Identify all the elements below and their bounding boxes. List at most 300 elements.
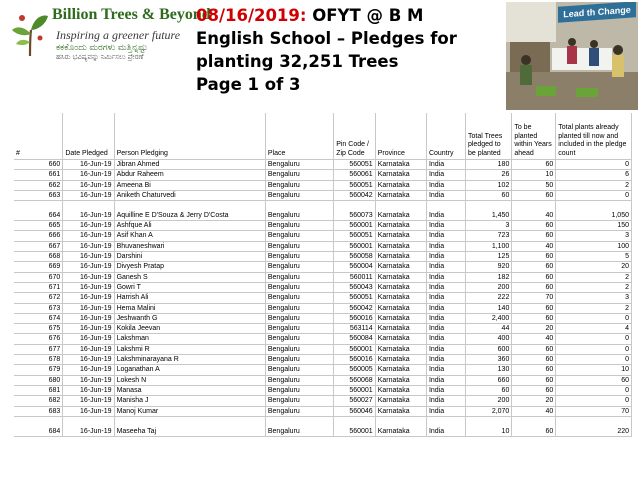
table-row xyxy=(14,170,632,180)
cell-person: Lakshmi R xyxy=(114,344,265,354)
cell-years: 60 xyxy=(512,231,556,241)
table-body xyxy=(14,160,632,437)
cell-country: India xyxy=(426,375,465,385)
cell-date: 16-Jun-19 xyxy=(63,170,114,180)
title-line-3: planting 32,251 Trees xyxy=(196,52,399,71)
cell-pin: 560058 xyxy=(334,252,375,262)
cell-country: India xyxy=(426,303,465,313)
cell-planted: 0 xyxy=(556,190,632,200)
event-date: 08/16/2019: xyxy=(196,6,307,25)
cell-planted: 60 xyxy=(556,375,632,385)
cell-place: Bengaluru xyxy=(265,396,333,406)
cell-total: 26 xyxy=(465,170,511,180)
cell-date: 16-Jun-19 xyxy=(63,252,114,262)
cell-total: 60 xyxy=(465,385,511,395)
table-header-row xyxy=(14,113,632,160)
cell-place: Bengaluru xyxy=(265,385,333,395)
cell-total: 200 xyxy=(465,396,511,406)
cell-index: 661 xyxy=(14,170,63,180)
cell-planted: 150 xyxy=(556,221,632,231)
cell-date: 16-Jun-19 xyxy=(63,221,114,231)
sapling-icon xyxy=(10,8,50,58)
brand-title: Billion Trees & Beyond xyxy=(52,6,211,23)
cell-total: 400 xyxy=(465,334,511,344)
table-row xyxy=(14,365,632,375)
cell-planted: 3 xyxy=(556,231,632,241)
cell-place: Bengaluru xyxy=(265,282,333,292)
cell-place: Bengaluru xyxy=(265,201,333,221)
cell-index: 681 xyxy=(14,385,63,395)
cell-province: Karnataka xyxy=(375,344,426,354)
cell-planted: 0 xyxy=(556,396,632,406)
cell-person: Jibran Ahmed xyxy=(114,160,265,170)
table-row xyxy=(14,221,632,231)
cell-pin: 560001 xyxy=(334,241,375,251)
cell-country: India xyxy=(426,160,465,170)
cell-person: Jeshwanth G xyxy=(114,313,265,323)
cell-province: Karnataka xyxy=(375,272,426,282)
cell-province: Karnataka xyxy=(375,160,426,170)
cell-country: India xyxy=(426,231,465,241)
cell-years: 50 xyxy=(512,180,556,190)
col-header-person: Person Pledging xyxy=(114,113,265,160)
table-row xyxy=(14,190,632,200)
cell-years: 60 xyxy=(512,355,556,365)
cell-total: 180 xyxy=(465,160,511,170)
cell-total: 2,400 xyxy=(465,313,511,323)
cell-country: India xyxy=(426,313,465,323)
cell-planted: 2 xyxy=(556,303,632,313)
cell-planted: 4 xyxy=(556,324,632,334)
cell-person: Asif Khan A xyxy=(114,231,265,241)
cell-place: Bengaluru xyxy=(265,241,333,251)
cell-place: Bengaluru xyxy=(265,303,333,313)
cell-pin: 560004 xyxy=(334,262,375,272)
cell-years: 60 xyxy=(512,252,556,262)
cell-total: 10 xyxy=(465,416,511,436)
col-header-date: Date Pledged xyxy=(63,113,114,160)
cell-pin: 560016 xyxy=(334,313,375,323)
cell-date: 16-Jun-19 xyxy=(63,160,114,170)
cell-planted: 6 xyxy=(556,170,632,180)
cell-person: Gowri T xyxy=(114,282,265,292)
cell-total: 660 xyxy=(465,375,511,385)
cell-index: 669 xyxy=(14,262,63,272)
cell-person: Lakshman xyxy=(114,334,265,344)
cell-planted: 220 xyxy=(556,416,632,436)
cell-province: Karnataka xyxy=(375,201,426,221)
cell-years: 40 xyxy=(512,334,556,344)
cell-years: 60 xyxy=(512,262,556,272)
cell-index: 678 xyxy=(14,355,63,365)
cell-province: Karnataka xyxy=(375,293,426,303)
cell-person: Ashfque Ali xyxy=(114,221,265,231)
table-row xyxy=(14,355,632,365)
cell-pin: 560001 xyxy=(334,221,375,231)
table-row xyxy=(14,160,632,170)
page-indicator: Page 1 of 3 xyxy=(196,75,301,94)
cell-date: 16-Jun-19 xyxy=(63,272,114,282)
cell-province: Karnataka xyxy=(375,241,426,251)
cell-person: Aquilline E D'Souza & Jerry D'Costa xyxy=(114,201,265,221)
cell-pin: 560011 xyxy=(334,272,375,282)
pledges-table xyxy=(14,113,632,437)
cell-years: 60 xyxy=(512,416,556,436)
cell-pin: 560005 xyxy=(334,365,375,375)
table-row xyxy=(14,303,632,313)
cell-country: India xyxy=(426,272,465,282)
col-header-index: # xyxy=(14,113,63,160)
cell-planted: 0 xyxy=(556,344,632,354)
cell-place: Bengaluru xyxy=(265,293,333,303)
cell-province: Karnataka xyxy=(375,324,426,334)
cell-pin: 560001 xyxy=(334,385,375,395)
cell-place: Bengaluru xyxy=(265,324,333,334)
cell-date: 16-Jun-19 xyxy=(63,416,114,436)
event-photo xyxy=(506,2,638,110)
cell-province: Karnataka xyxy=(375,313,426,323)
cell-province: Karnataka xyxy=(375,385,426,395)
cell-planted: 2 xyxy=(556,180,632,190)
cell-index: 684 xyxy=(14,416,63,436)
cell-person: Hema Malini xyxy=(114,303,265,313)
cell-date: 16-Jun-19 xyxy=(63,385,114,395)
cell-planted: 3 xyxy=(556,293,632,303)
cell-years: 60 xyxy=(512,272,556,282)
cell-province: Karnataka xyxy=(375,231,426,241)
cell-total: 3 xyxy=(465,221,511,231)
cell-country: India xyxy=(426,344,465,354)
cell-province: Karnataka xyxy=(375,406,426,416)
table-row xyxy=(14,406,632,416)
cell-total: 182 xyxy=(465,272,511,282)
cell-index: 676 xyxy=(14,334,63,344)
cell-index: 664 xyxy=(14,201,63,221)
cell-total: 222 xyxy=(465,293,511,303)
cell-place: Bengaluru xyxy=(265,334,333,344)
cell-planted: 2 xyxy=(556,282,632,292)
cell-date: 16-Jun-19 xyxy=(63,293,114,303)
cell-index: 667 xyxy=(14,241,63,251)
cell-date: 16-Jun-19 xyxy=(63,201,114,221)
col-header-total: Total Trees pledged to be planted xyxy=(465,113,511,160)
cell-years: 60 xyxy=(512,282,556,292)
cell-place: Bengaluru xyxy=(265,313,333,323)
cell-person: Ganesh S xyxy=(114,272,265,282)
cell-country: India xyxy=(426,396,465,406)
cell-place: Bengaluru xyxy=(265,365,333,375)
cell-years: 20 xyxy=(512,324,556,334)
photo-banner: Lead th Change xyxy=(558,2,636,23)
cell-planted: 1,050 xyxy=(556,201,632,221)
cell-place: Bengaluru xyxy=(265,355,333,365)
cell-date: 16-Jun-19 xyxy=(63,313,114,323)
cell-province: Karnataka xyxy=(375,252,426,262)
cell-index: 662 xyxy=(14,180,63,190)
cell-pin: 563114 xyxy=(334,324,375,334)
cell-index: 671 xyxy=(14,282,63,292)
cell-date: 16-Jun-19 xyxy=(63,180,114,190)
brand-tagline-kannada: ಕಕಕೊಂದು ಮರಗಳು ಮತ್ತಿನ್ನಷ್ಟು xyxy=(56,42,148,52)
col-header-planted: Total plants already planted till now and included in the pledge count xyxy=(556,113,632,160)
cell-pin: 560001 xyxy=(334,416,375,436)
cell-planted: 0 xyxy=(556,160,632,170)
cell-total: 600 xyxy=(465,344,511,354)
cell-country: India xyxy=(426,252,465,262)
cell-place: Bengaluru xyxy=(265,160,333,170)
cell-province: Karnataka xyxy=(375,396,426,406)
cell-date: 16-Jun-19 xyxy=(63,231,114,241)
cell-date: 16-Jun-19 xyxy=(63,262,114,272)
cell-place: Bengaluru xyxy=(265,272,333,282)
cell-province: Karnataka xyxy=(375,334,426,344)
cell-years: 60 xyxy=(512,344,556,354)
cell-province: Karnataka xyxy=(375,365,426,375)
cell-country: India xyxy=(426,221,465,231)
cell-index: 675 xyxy=(14,324,63,334)
cell-total: 723 xyxy=(465,231,511,241)
title-line-1 xyxy=(196,4,496,27)
cell-person: Darshini xyxy=(114,252,265,262)
cell-index: 673 xyxy=(14,303,63,313)
col-header-place: Place xyxy=(265,113,333,160)
cell-index: 674 xyxy=(14,313,63,323)
cell-date: 16-Jun-19 xyxy=(63,282,114,292)
cell-index: 665 xyxy=(14,221,63,231)
cell-country: India xyxy=(426,190,465,200)
cell-years: 60 xyxy=(512,221,556,231)
cell-total: 2,070 xyxy=(465,406,511,416)
cell-date: 16-Jun-19 xyxy=(63,344,114,354)
cell-planted: 100 xyxy=(556,241,632,251)
table-row xyxy=(14,201,632,221)
cell-person: Ameena Bi xyxy=(114,180,265,190)
cell-province: Karnataka xyxy=(375,180,426,190)
cell-years: 60 xyxy=(512,190,556,200)
cell-pin: 560046 xyxy=(334,406,375,416)
cell-pin: 560073 xyxy=(334,201,375,221)
table-row xyxy=(14,272,632,282)
table-row xyxy=(14,334,632,344)
cell-index: 670 xyxy=(14,272,63,282)
cell-pin: 560084 xyxy=(334,334,375,344)
cell-person: Manasa xyxy=(114,385,265,395)
cell-country: India xyxy=(426,334,465,344)
cell-pin: 560068 xyxy=(334,375,375,385)
cell-pin: 560061 xyxy=(334,170,375,180)
cell-total: 360 xyxy=(465,355,511,365)
cell-index: 663 xyxy=(14,190,63,200)
cell-place: Bengaluru xyxy=(265,344,333,354)
col-header-province: Province xyxy=(375,113,426,160)
cell-pin: 560051 xyxy=(334,180,375,190)
cell-years: 60 xyxy=(512,375,556,385)
cell-place: Bengaluru xyxy=(265,252,333,262)
cell-years: 60 xyxy=(512,385,556,395)
cell-total: 44 xyxy=(465,324,511,334)
table-row xyxy=(14,262,632,272)
cell-total: 125 xyxy=(465,252,511,262)
table-row xyxy=(14,252,632,262)
cell-total: 1,100 xyxy=(465,241,511,251)
cell-planted: 2 xyxy=(556,272,632,282)
cell-place: Bengaluru xyxy=(265,416,333,436)
cell-province: Karnataka xyxy=(375,170,426,180)
cell-date: 16-Jun-19 xyxy=(63,365,114,375)
table-row xyxy=(14,231,632,241)
cell-planted: 10 xyxy=(556,365,632,375)
cell-place: Bengaluru xyxy=(265,375,333,385)
cell-total: 200 xyxy=(465,282,511,292)
cell-pin: 560042 xyxy=(334,190,375,200)
col-header-country: Country xyxy=(426,113,465,160)
cell-date: 16-Jun-19 xyxy=(63,324,114,334)
table-row xyxy=(14,375,632,385)
cell-person: Manisha J xyxy=(114,396,265,406)
cell-date: 16-Jun-19 xyxy=(63,375,114,385)
cell-total: 140 xyxy=(465,303,511,313)
page-title xyxy=(196,4,496,96)
cell-country: India xyxy=(426,262,465,272)
cell-index: 668 xyxy=(14,252,63,262)
cell-country: India xyxy=(426,385,465,395)
cell-place: Bengaluru xyxy=(265,406,333,416)
cell-pin: 560016 xyxy=(334,355,375,365)
cell-index: 683 xyxy=(14,406,63,416)
cell-planted: 0 xyxy=(556,355,632,365)
table-row xyxy=(14,416,632,436)
cell-province: Karnataka xyxy=(375,221,426,231)
cell-place: Bengaluru xyxy=(265,170,333,180)
cell-country: India xyxy=(426,365,465,375)
cell-person: Harrish Ali xyxy=(114,293,265,303)
cell-pin: 560051 xyxy=(334,231,375,241)
col-header-pin: Pin Code / Zip Code xyxy=(334,113,375,160)
table-row xyxy=(14,344,632,354)
table-row xyxy=(14,396,632,406)
cell-years: 40 xyxy=(512,406,556,416)
cell-years: 60 xyxy=(512,303,556,313)
cell-country: India xyxy=(426,324,465,334)
cell-date: 16-Jun-19 xyxy=(63,334,114,344)
col-header-years: To be planted within Years ahead xyxy=(512,113,556,160)
cell-country: India xyxy=(426,406,465,416)
cell-date: 16-Jun-19 xyxy=(63,355,114,365)
cell-person: Lokesh N xyxy=(114,375,265,385)
cell-index: 666 xyxy=(14,231,63,241)
brand-tagline: Inspiring a greener future xyxy=(56,28,181,42)
cell-planted: 0 xyxy=(556,313,632,323)
cell-person: Divyesh Pratap xyxy=(114,262,265,272)
cell-pin: 560001 xyxy=(334,344,375,354)
cell-planted: 20 xyxy=(556,262,632,272)
cell-country: India xyxy=(426,180,465,190)
table-row xyxy=(14,324,632,334)
cell-province: Karnataka xyxy=(375,416,426,436)
cell-country: India xyxy=(426,241,465,251)
cell-person: Aniketh Chaturvedi xyxy=(114,190,265,200)
table-row xyxy=(14,385,632,395)
cell-index: 682 xyxy=(14,396,63,406)
cell-person: Manoj Kumar xyxy=(114,406,265,416)
cell-province: Karnataka xyxy=(375,282,426,292)
cell-date: 16-Jun-19 xyxy=(63,406,114,416)
cell-index: 677 xyxy=(14,344,63,354)
cell-country: India xyxy=(426,201,465,221)
cell-pin: 560051 xyxy=(334,293,375,303)
cell-total: 130 xyxy=(465,365,511,375)
cell-years: 60 xyxy=(512,160,556,170)
cell-index: 679 xyxy=(14,365,63,375)
cell-pin: 560027 xyxy=(334,396,375,406)
cell-pin: 560051 xyxy=(334,160,375,170)
cell-person: Lakshminarayana R xyxy=(114,355,265,365)
event-venue: OFYT @ B M xyxy=(312,6,424,25)
cell-province: Karnataka xyxy=(375,355,426,365)
cell-country: India xyxy=(426,170,465,180)
cell-total: 920 xyxy=(465,262,511,272)
cell-place: Bengaluru xyxy=(265,221,333,231)
cell-years: 60 xyxy=(512,365,556,375)
cell-date: 16-Jun-19 xyxy=(63,303,114,313)
cell-years: 40 xyxy=(512,201,556,221)
cell-total: 1,450 xyxy=(465,201,511,221)
cell-place: Bengaluru xyxy=(265,190,333,200)
cell-date: 16-Jun-19 xyxy=(63,190,114,200)
cell-planted: 70 xyxy=(556,406,632,416)
table-row xyxy=(14,293,632,303)
table-row xyxy=(14,313,632,323)
cell-province: Karnataka xyxy=(375,303,426,313)
cell-years: 20 xyxy=(512,396,556,406)
cell-years: 10 xyxy=(512,170,556,180)
cell-pin: 560042 xyxy=(334,303,375,313)
cell-province: Karnataka xyxy=(375,190,426,200)
cell-province: Karnataka xyxy=(375,262,426,272)
cell-person: Maseeha Taj xyxy=(114,416,265,436)
cell-place: Bengaluru xyxy=(265,180,333,190)
cell-planted: 0 xyxy=(556,334,632,344)
title-line-2: English School – Pledges for xyxy=(196,29,457,48)
cell-province: Karnataka xyxy=(375,375,426,385)
cell-date: 16-Jun-19 xyxy=(63,241,114,251)
cell-total: 102 xyxy=(465,180,511,190)
cell-person: Abdur Raheem xyxy=(114,170,265,180)
cell-index: 680 xyxy=(14,375,63,385)
cell-person: Bhuvaneshwari xyxy=(114,241,265,251)
table-row xyxy=(14,241,632,251)
cell-index: 672 xyxy=(14,293,63,303)
brand-tagline-kannada-sub: ಹಸಿರು ಭವಿಷ್ಯವನ್ನು ನಿರ್ಮಿಸಲು ಪ್ರೇರಣೆ xyxy=(56,54,144,61)
cell-place: Bengaluru xyxy=(265,262,333,272)
cell-years: 70 xyxy=(512,293,556,303)
cell-country: India xyxy=(426,293,465,303)
cell-person: Loganathan A xyxy=(114,365,265,375)
cell-country: India xyxy=(426,355,465,365)
cell-years: 40 xyxy=(512,241,556,251)
cell-date: 16-Jun-19 xyxy=(63,396,114,406)
table-row xyxy=(14,282,632,292)
cell-planted: 5 xyxy=(556,252,632,262)
table-row xyxy=(14,180,632,190)
cell-place: Bengaluru xyxy=(265,231,333,241)
cell-country: India xyxy=(426,416,465,436)
cell-years: 60 xyxy=(512,313,556,323)
pledge-sheet xyxy=(14,113,632,437)
cell-total: 60 xyxy=(465,190,511,200)
brand-logo xyxy=(8,4,211,66)
cell-pin: 560043 xyxy=(334,282,375,292)
